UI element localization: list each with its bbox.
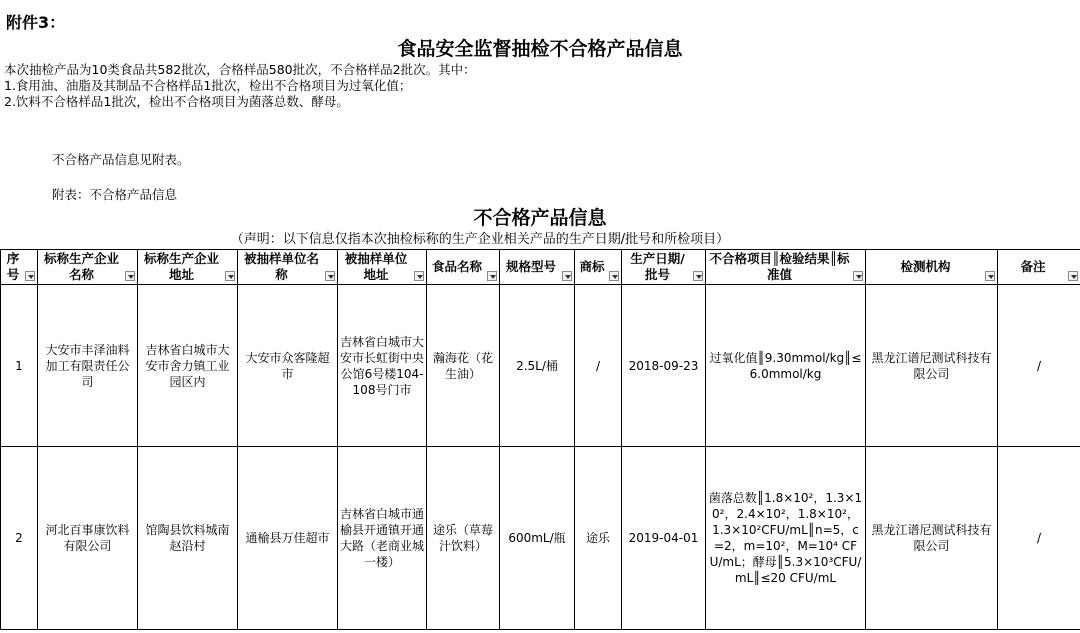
cell-sampled-unit: 通榆县万佳超市 (238, 447, 338, 630)
header-label: 检测机构 (900, 259, 951, 274)
header-label: 被抽样单位地址 (344, 251, 408, 282)
filter-dropdown-icon[interactable] (25, 271, 35, 281)
cell-lab: 黑龙江谱尼测试科技有限公司 (866, 285, 998, 447)
cell-producer: 河北百事康饮料有限公司 (38, 447, 138, 630)
cell-item: 菌落总数║1.8×10²，1.3×10²，2.4×10²，1.8×10²，1.3×10²CFU/mL║n=5，c=2，m=10²，M=10⁴ CFU/mL；酵母║5.3×10³CFU/mL║≤20 CFU/mL (706, 447, 866, 630)
filter-dropdown-icon[interactable] (609, 271, 619, 281)
cell-spec: 2.5L/桶 (500, 285, 575, 447)
cell-sampled-address: 吉林省白城市大安市长虹街中央公馆6号楼104-108号门市 (338, 285, 427, 447)
cell-sampled-address: 吉林省白城市通榆县开通镇开通大路（老商业城一楼） (338, 447, 427, 630)
header-item (706, 250, 866, 285)
filter-dropdown-icon[interactable] (562, 271, 572, 281)
header-remark (998, 250, 1080, 285)
cell-spec: 600mL/瓶 (500, 447, 575, 630)
cell-food-name: 途乐（草莓汁饮料） (427, 447, 500, 630)
header-label: 被抽样单位名称 (243, 251, 319, 282)
header-lab (866, 250, 998, 285)
filter-dropdown-icon[interactable] (853, 271, 863, 281)
document-title: 食品安全监督抽检不合格产品信息 (397, 38, 683, 60)
attachment-label: 附件3： (6, 13, 66, 32)
header-producer-address (138, 250, 238, 285)
filter-dropdown-icon[interactable] (125, 271, 135, 281)
header-food-name (427, 250, 500, 285)
cell-no: 1 (1, 285, 38, 447)
cell-item: 过氧化值║9.30mmol/kg║≤6.0mmol/kg (706, 285, 866, 447)
cell-date: 2019-04-01 (622, 447, 706, 630)
table-row (1, 447, 1080, 630)
filter-dropdown-icon[interactable] (225, 271, 235, 281)
header-label: 食品名称 (431, 259, 482, 274)
cell-food-name: 瀚海花（花生油） (427, 285, 500, 447)
cell-lab: 黑龙江谱尼测试科技有限公司 (866, 447, 998, 630)
header-label: 标称生产企业地址 (143, 251, 219, 282)
cell-producer: 大安市丰泽油料加工有限责任公司 (38, 285, 138, 447)
table-caption-note: 附表：不合格产品信息 (52, 187, 178, 202)
header-spec (500, 250, 575, 285)
header-label: 商标 (579, 259, 605, 274)
header-label: 生产日期/批号 (630, 251, 685, 282)
intro-line: 1.食用油、油脂及其制品不合格样品1批次，检出不合格项目为过氧化值； (4, 78, 412, 93)
cell-date: 2018-09-23 (622, 285, 706, 447)
cell-remark: / (998, 285, 1080, 447)
header-label: 规格型号 (505, 259, 556, 274)
intro-text (4, 62, 476, 110)
header-label: 序号 (6, 251, 20, 282)
filter-dropdown-icon[interactable] (414, 271, 424, 281)
header-brand (575, 250, 622, 285)
filter-dropdown-icon[interactable] (487, 271, 497, 281)
cell-brand: 途乐 (575, 447, 622, 630)
header-label: 不合格项目║检验结果║标准值 (709, 251, 850, 282)
cell-producer-address: 馆陶县饮料城南赵沿村 (138, 447, 238, 630)
header-sampled-unit (238, 250, 338, 285)
header-label: 备注 (1020, 259, 1046, 274)
cell-brand: / (575, 285, 622, 447)
filter-dropdown-icon[interactable] (1068, 271, 1078, 281)
header-no (1, 250, 38, 285)
cell-no: 2 (1, 447, 38, 630)
filter-dropdown-icon[interactable] (693, 271, 703, 281)
cell-sampled-unit: 大安市众客隆超市 (238, 285, 338, 447)
header-row (1, 250, 1080, 285)
header-label: 标称生产企业名称 (43, 251, 119, 282)
header-sampled-address (338, 250, 427, 285)
unqualified-products-table (0, 249, 1080, 630)
table-row (1, 285, 1080, 447)
filter-dropdown-icon[interactable] (325, 271, 335, 281)
table-title: 不合格产品信息 (473, 207, 607, 229)
cell-producer-address: 吉林省白城市大安市舍力镇工业园区内 (138, 285, 238, 447)
cell-remark: / (998, 447, 1080, 630)
filter-dropdown-icon[interactable] (985, 271, 995, 281)
intro-line: 本次抽检产品为10类食品共582批次，合格样品580批次，不合格样品2批次。其中： (4, 62, 476, 77)
intro-line: 2.饮料不合格样品1批次，检出不合格项目为菌落总数、酵母。 (4, 94, 349, 109)
statement-text: （声明：以下信息仅指本次抽检标称的生产企业相关产品的生产日期/批号和所检项目） (230, 232, 730, 247)
header-date (622, 250, 706, 285)
header-producer (38, 250, 138, 285)
see-table-note: 不合格产品信息见附表。 (52, 152, 190, 167)
